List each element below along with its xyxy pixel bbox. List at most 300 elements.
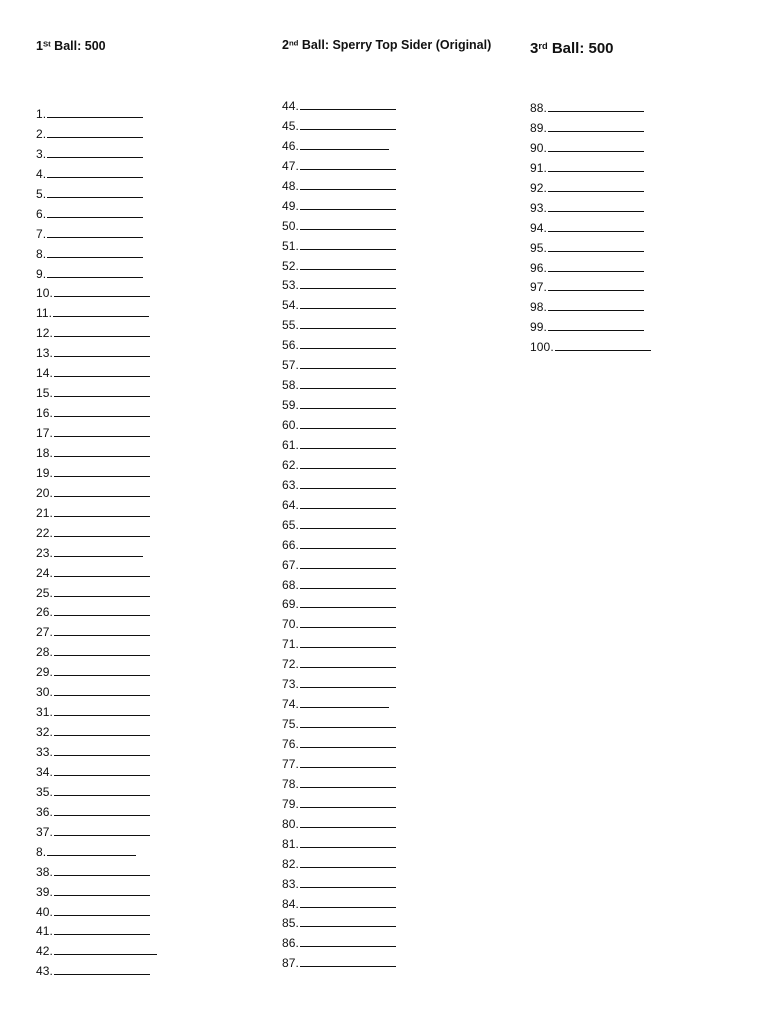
entry-number: 55. (282, 318, 299, 333)
signup-entry (282, 437, 396, 457)
signature-blank-line (548, 160, 644, 172)
entry-number: 43. (36, 964, 53, 979)
entry-number: 95. (530, 240, 547, 255)
signup-entry (282, 118, 396, 138)
signup-entry (36, 963, 157, 983)
entry-number: 31. (36, 705, 53, 720)
entry-number: 24. (36, 565, 53, 580)
signup-entry (282, 417, 396, 437)
entry-number: 37. (36, 824, 53, 839)
entry-number: 28. (36, 645, 53, 660)
signup-entry (36, 425, 157, 445)
first-ball-ordinal-suffix: St (42, 39, 51, 49)
signup-entry (530, 200, 651, 220)
signup-entry (36, 146, 157, 166)
signature-blank-line (47, 246, 143, 258)
signup-entry (282, 218, 396, 238)
signature-blank-line (300, 317, 396, 329)
entry-number: 4. (36, 166, 47, 181)
signup-entry (282, 397, 396, 417)
third-ball-heading (530, 41, 614, 56)
signup-entry (36, 166, 157, 186)
signup-entry (282, 856, 396, 876)
signature-blank-line (300, 517, 396, 529)
entry-number: 18. (36, 445, 53, 460)
signature-blank-line (54, 565, 150, 577)
entry-number: 2. (36, 126, 47, 141)
third-ball-title: Ball: 500 (547, 40, 614, 57)
entry-number: 84. (282, 896, 299, 911)
signup-entry (36, 246, 157, 266)
signup-entry (36, 485, 157, 505)
signature-blank-line (300, 816, 396, 828)
entry-number: 27. (36, 625, 53, 640)
signup-entry (282, 736, 396, 756)
entry-number: 42. (36, 944, 53, 959)
signup-entry (282, 577, 396, 597)
signature-blank-line (47, 166, 143, 178)
signup-entry (282, 178, 396, 198)
entry-number: 22. (36, 525, 53, 540)
entry-number: 69. (282, 597, 299, 612)
signup-entry (282, 816, 396, 836)
entry-number: 88. (530, 101, 547, 115)
entry-number: 58. (282, 378, 299, 393)
signature-blank-line (54, 784, 150, 796)
signup-entry (36, 325, 157, 345)
entry-number: 56. (282, 338, 299, 353)
entry-number: 49. (282, 198, 299, 213)
signature-blank-line (548, 299, 644, 311)
entry-number: 60. (282, 418, 299, 432)
entry-number: 80. (282, 816, 299, 831)
signup-entry (530, 240, 651, 260)
signature-blank-line (548, 240, 644, 252)
signature-blank-line (54, 943, 157, 955)
entry-number: 61. (282, 437, 299, 452)
signature-blank-line (300, 218, 396, 230)
entry-number: 38. (36, 864, 53, 879)
signup-entry (282, 935, 396, 955)
signature-blank-line (54, 744, 150, 756)
signature-blank-line (54, 345, 150, 357)
entry-number: 53. (282, 278, 299, 293)
signature-blank-line (300, 537, 396, 549)
signature-blank-line (54, 904, 150, 916)
entry-number: 100. (530, 340, 554, 355)
entry-number: 39. (36, 884, 53, 899)
signup-entry (36, 824, 157, 844)
entry-number: 25. (36, 585, 53, 600)
signature-blank-line (300, 98, 396, 110)
signature-blank-line (300, 297, 396, 309)
signature-blank-line (548, 140, 644, 152)
second-ball-heading (282, 39, 491, 52)
signature-blank-line (300, 417, 396, 429)
entry-number: 5. (36, 186, 47, 201)
signature-blank-line (300, 198, 396, 210)
signature-blank-line (300, 277, 396, 289)
entry-number: 78. (282, 776, 299, 791)
signature-blank-line (54, 405, 150, 417)
signature-blank-line (300, 377, 396, 389)
entry-number: 1. (36, 107, 47, 121)
third-ball-ordinal-suffix: rd (538, 40, 548, 51)
signup-entry (36, 545, 157, 565)
signup-entry (530, 140, 651, 160)
entry-number: 41. (36, 924, 53, 939)
signup-entry (36, 465, 157, 485)
signature-blank-line (54, 884, 150, 896)
entry-number: 91. (530, 160, 547, 175)
signup-entry (36, 744, 157, 764)
signature-blank-line (300, 935, 396, 947)
second-ball-signup-list (282, 98, 396, 975)
entry-number: 3. (36, 146, 47, 161)
signature-blank-line (54, 864, 150, 876)
signup-entry (282, 337, 396, 357)
signature-blank-line (54, 664, 150, 676)
signature-blank-line (54, 385, 150, 397)
signature-blank-line (300, 736, 396, 748)
signature-blank-line (54, 425, 150, 437)
signup-entry (282, 457, 396, 477)
signature-blank-line (47, 146, 143, 158)
signature-blank-line (54, 285, 150, 297)
entry-number: 92. (530, 180, 547, 195)
entry-number: 65. (282, 517, 299, 532)
signature-blank-line (54, 365, 150, 377)
entry-number: 96. (530, 260, 547, 275)
entry-number: 12. (36, 326, 53, 341)
entry-number: 14. (36, 366, 53, 381)
signup-entry (282, 876, 396, 896)
entry-number: 15. (36, 386, 53, 401)
signature-blank-line (300, 497, 396, 509)
signature-blank-line (54, 764, 150, 776)
signup-entry (282, 98, 396, 118)
signup-entry (36, 206, 157, 226)
signature-blank-line (300, 577, 396, 589)
signup-entry (36, 226, 157, 246)
signature-blank-line (300, 856, 396, 868)
third-ball-number: 3 (530, 40, 539, 57)
signup-entry (36, 624, 157, 644)
entry-number: 46. (282, 138, 299, 153)
entry-number: 20. (36, 485, 53, 500)
signature-blank-line (300, 896, 396, 908)
entry-number: 57. (282, 358, 299, 373)
signature-blank-line (300, 836, 396, 848)
signature-blank-line (54, 923, 150, 935)
entry-number: 35. (36, 784, 53, 799)
entry-number: 87. (282, 956, 299, 971)
signature-blank-line (300, 955, 396, 967)
signature-blank-line (300, 397, 396, 409)
signature-blank-line (300, 337, 396, 349)
signup-entry (36, 505, 157, 525)
signature-blank-line (300, 616, 396, 628)
entry-number: 66. (282, 537, 299, 552)
entry-number: 94. (530, 220, 547, 235)
signup-entry (530, 220, 651, 240)
signature-blank-line (54, 624, 150, 636)
signup-entry (282, 836, 396, 856)
signature-blank-line (300, 676, 396, 688)
signup-entry (36, 604, 157, 624)
entry-number: 11. (36, 306, 53, 321)
signup-entry (530, 100, 651, 120)
signup-entry (36, 923, 157, 943)
signup-entry (530, 120, 651, 140)
signup-entry (282, 517, 396, 537)
entry-number: 68. (282, 577, 299, 592)
entry-number: 16. (36, 406, 53, 421)
signup-entry (530, 299, 651, 319)
signature-blank-line (300, 876, 396, 888)
signup-entry (36, 565, 157, 585)
signup-entry (36, 126, 157, 146)
signup-entry (282, 317, 396, 337)
first-ball-title: Ball: 500 (50, 39, 106, 53)
signature-blank-line (300, 477, 396, 489)
signature-blank-line (54, 505, 150, 517)
signature-blank-line (47, 186, 143, 198)
signature-blank-line (54, 804, 150, 816)
signup-entry (282, 497, 396, 517)
entry-number: 81. (282, 836, 299, 851)
entry-number: 30. (36, 685, 53, 700)
signup-entry (282, 596, 396, 616)
entry-number: 6. (36, 206, 47, 221)
entry-number: 79. (282, 796, 299, 811)
entry-number: 76. (282, 737, 299, 751)
entry-number: 99. (530, 320, 547, 335)
entry-number: 51. (282, 238, 299, 253)
signup-entry (36, 764, 157, 784)
entry-number: 97. (530, 280, 547, 295)
signup-entry (282, 616, 396, 636)
entry-number: 62. (282, 457, 299, 472)
signature-blank-line (300, 696, 389, 708)
entry-number: 29. (36, 665, 53, 680)
signup-entry (36, 445, 157, 465)
signup-entry (36, 943, 157, 963)
entry-number: 33. (36, 745, 53, 759)
entry-number: 34. (36, 764, 53, 779)
signup-entry (36, 704, 157, 724)
entry-number: 17. (36, 426, 53, 440)
signature-blank-line (300, 557, 396, 569)
signature-blank-line (300, 915, 396, 927)
entry-number: 72. (282, 657, 299, 672)
signature-blank-line (548, 220, 644, 232)
signup-entry (36, 864, 157, 884)
signup-entry (36, 525, 157, 545)
signature-blank-line (300, 437, 396, 449)
signup-entry (36, 405, 157, 425)
signup-entry (282, 656, 396, 676)
signature-blank-line (300, 716, 396, 728)
entry-number: 23. (36, 545, 53, 560)
signature-blank-line (54, 445, 150, 457)
signup-entry (530, 279, 651, 299)
signature-blank-line (300, 457, 396, 469)
entry-number: 59. (282, 398, 299, 413)
signature-blank-line (548, 180, 644, 192)
signup-entry (36, 884, 157, 904)
signature-blank-line (548, 100, 644, 112)
entry-number: 70. (282, 617, 299, 632)
signature-blank-line (54, 724, 150, 736)
signature-blank-line (300, 118, 396, 130)
signature-blank-line (54, 325, 150, 337)
signature-blank-line (300, 258, 396, 270)
entry-number: 74. (282, 697, 299, 712)
entry-number: 40. (36, 904, 53, 919)
entry-number: 75. (282, 717, 299, 732)
signature-blank-line (555, 339, 651, 351)
signup-entry (282, 636, 396, 656)
signature-blank-line (548, 319, 644, 331)
signature-blank-line (548, 260, 644, 272)
signature-blank-line (300, 158, 396, 170)
entry-number: 77. (282, 756, 299, 771)
signup-entry (36, 664, 157, 684)
entry-number: 98. (530, 300, 547, 315)
signup-entry (530, 339, 651, 359)
signup-entry (530, 180, 651, 200)
third-ball-signup-list (530, 100, 651, 359)
signup-entry (36, 266, 157, 286)
signature-blank-line (54, 525, 150, 537)
signup-entry (36, 345, 157, 365)
signup-entry (282, 477, 396, 497)
signature-blank-line (47, 106, 143, 118)
first-ball-signup-list (36, 106, 157, 983)
entry-number: 86. (282, 936, 299, 951)
entry-number: 13. (36, 346, 53, 361)
entry-number: 52. (282, 258, 299, 273)
signature-blank-line (54, 963, 150, 975)
signup-entry (530, 260, 651, 280)
signature-blank-line (47, 126, 143, 138)
entry-number: 21. (36, 505, 53, 520)
signature-blank-line (548, 120, 644, 132)
entry-number: 64. (282, 497, 299, 512)
signup-entry (36, 784, 157, 804)
signup-entry (282, 796, 396, 816)
entry-number: 8. (36, 844, 47, 859)
entry-number: 93. (530, 200, 547, 215)
entry-number: 50. (282, 218, 299, 233)
second-ball-ordinal-suffix: nd (288, 38, 299, 48)
first-ball-heading (36, 40, 106, 53)
signup-entry (282, 198, 396, 218)
signature-blank-line (47, 844, 136, 856)
signature-blank-line (47, 266, 143, 278)
signature-blank-line (47, 226, 143, 238)
signup-entry (282, 696, 396, 716)
signature-blank-line (54, 465, 150, 477)
signup-entry (36, 585, 157, 605)
first-ball-number: 1 (36, 39, 43, 53)
signature-blank-line (300, 636, 396, 648)
signup-entry (36, 804, 157, 824)
signup-entry (530, 319, 651, 339)
signup-entry (282, 357, 396, 377)
signup-entry (36, 904, 157, 924)
signup-entry (282, 537, 396, 557)
signup-entry (282, 776, 396, 796)
signup-entry (282, 955, 396, 975)
signature-blank-line (54, 604, 150, 616)
signature-blank-line (53, 305, 149, 317)
signup-entry (36, 385, 157, 405)
signup-entry (282, 756, 396, 776)
signup-entry (36, 305, 157, 325)
signature-blank-line (54, 704, 150, 716)
signup-entry (282, 676, 396, 696)
signup-entry (282, 377, 396, 397)
signup-entry (36, 844, 157, 864)
signature-blank-line (300, 756, 396, 768)
signup-entry (282, 277, 396, 297)
entry-number: 44. (282, 99, 299, 113)
signup-entry (282, 297, 396, 317)
signup-entry (282, 915, 396, 935)
entry-number: 82. (282, 856, 299, 871)
signature-blank-line (300, 238, 396, 250)
second-ball-title: Ball: Sperry Top Sider (Original) (298, 38, 492, 52)
signature-blank-line (300, 357, 396, 369)
signup-entry (282, 557, 396, 577)
entry-number: 85. (282, 916, 299, 931)
signup-entry (282, 716, 396, 736)
entry-number: 73. (282, 677, 299, 692)
signature-blank-line (54, 545, 143, 557)
entry-number: 26. (36, 605, 53, 620)
signature-blank-line (300, 596, 396, 608)
signup-entry (282, 158, 396, 178)
signature-blank-line (47, 206, 143, 218)
signature-blank-line (54, 644, 150, 656)
entry-number: 9. (36, 266, 47, 281)
entry-number: 71. (282, 637, 299, 652)
entry-number: 45. (282, 118, 299, 133)
signature-blank-line (548, 279, 644, 291)
entry-number: 10. (36, 286, 53, 301)
signup-entry (36, 724, 157, 744)
signature-blank-line (300, 178, 396, 190)
signup-entry (36, 365, 157, 385)
signup-entry (282, 896, 396, 916)
entry-number: 36. (36, 804, 53, 819)
entry-number: 7. (36, 226, 47, 241)
signup-entry (36, 186, 157, 206)
signature-blank-line (300, 796, 396, 808)
signature-blank-line (300, 656, 396, 668)
entry-number: 63. (282, 477, 299, 492)
signature-blank-line (54, 585, 150, 597)
entry-number: 48. (282, 178, 299, 193)
signup-entry (36, 684, 157, 704)
signature-blank-line (54, 684, 150, 696)
entry-number: 54. (282, 298, 299, 313)
entry-number: 90. (530, 140, 547, 155)
entry-number: 8. (36, 246, 47, 261)
signup-entry (282, 138, 396, 158)
